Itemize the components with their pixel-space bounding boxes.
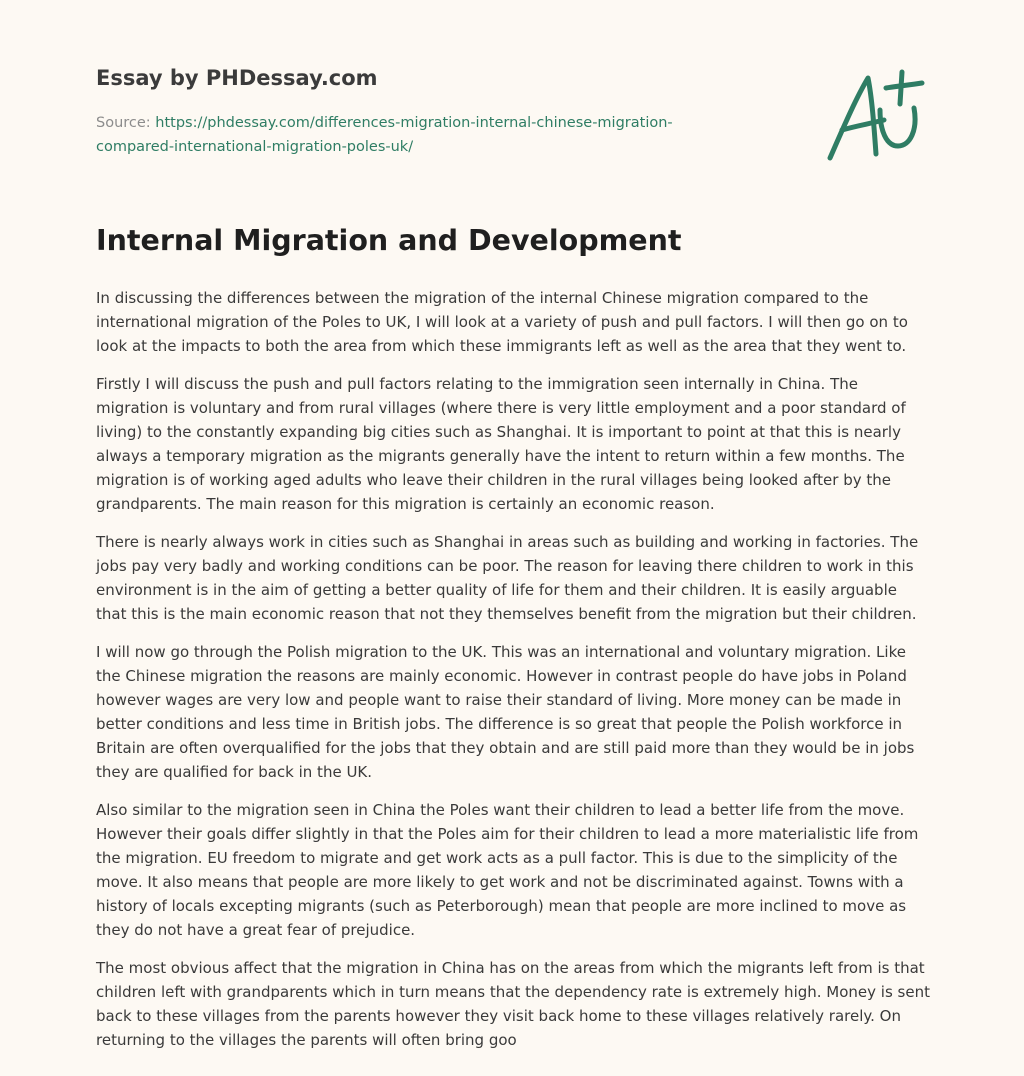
essay-title: Internal Migration and Development	[96, 224, 682, 257]
source-link[interactable]	[96, 115, 673, 155]
brand-title: Essay by PHDessay.com	[96, 66, 378, 90]
source-line	[96, 111, 736, 159]
source-url-line-2: compared-international-migration-poles-uk/	[96, 139, 414, 155]
essay-paragraph: In discussing the differences between the migration of the internal Chinese migration compared to the international migration of the Poles to UK, I will look at a variety of push and pull factors. I will then go on to look at the impacts to both the area from which these immigrants left as well as the area that they went to.	[96, 289, 908, 355]
source-url-line-1: https://phdessay.com/differences-migration-internal-chinese-migration-	[155, 115, 673, 131]
essay-paragraph: Also similar to the migration seen in China the Poles want their children to lead a better life from the move. However their goals differ slightly in that the Poles aim for their children to lead a more materialistic life from the migration. EU freedom to migrate and get work acts as a pull factor. This is due to the simplicity of the move. It also means that people are more likely to get work and not be discriminated against. Towns with a history of locals excepting migrants (such as Peterborough) mean that people are more inclined to move as they do not have a great fear of prejudice.	[96, 801, 919, 939]
essay-body	[96, 286, 930, 1066]
essay-paragraph: The most obvious affect that the migration in China has on the areas from which the migrants left from is that children left with grandparents which in turn means that the dependency rate is extremely high. Money is sent back to these villages from the parents however they visit back home to these villages relatively rarely. On returning to the villages the parents will often bring goo	[96, 959, 930, 1049]
source-label: Source:	[96, 115, 156, 131]
a-plus-logo-icon	[822, 68, 930, 164]
essay-paragraph: There is nearly always work in cities such as Shanghai in areas such as building and working in factories. The jobs pay very badly and working conditions can be poor. The reason for leaving there children to work in this environment is in the aim of getting a better quality of life for them and their children. It is easily arguable that this is the main economic reason that not they themselves benefit from the migration but their children.	[96, 533, 919, 623]
essay-paragraph: I will now go through the Polish migration to the UK. This was an international and voluntary migration. Like the Chinese migration the reasons are mainly economic. However in contrast people do have jobs in Poland however wages are very low and people want to raise their standard of living. More money can be made in better conditions and less time in British jobs. The difference is so great that people the Polish workforce in Britain are often overqualified for the jobs that they obtain and are still paid more than they would be in jobs they are qualified for back in the UK.	[96, 643, 915, 781]
essay-paragraph: Firstly I will discuss the push and pull factors relating to the immigration seen internally in China. The migration is voluntary and from rural villages (where there is very little employment and a poor standard of living) to the constantly expanding big cities such as Shanghai. It is important to point at that this is nearly always a temporary migration as the migrants generally have the intent to return within a few months. The migration is of working aged adults who leave their children in the rural villages being looked after by the grandparents. The main reason for this migration is certainly an economic reason.	[96, 375, 906, 513]
